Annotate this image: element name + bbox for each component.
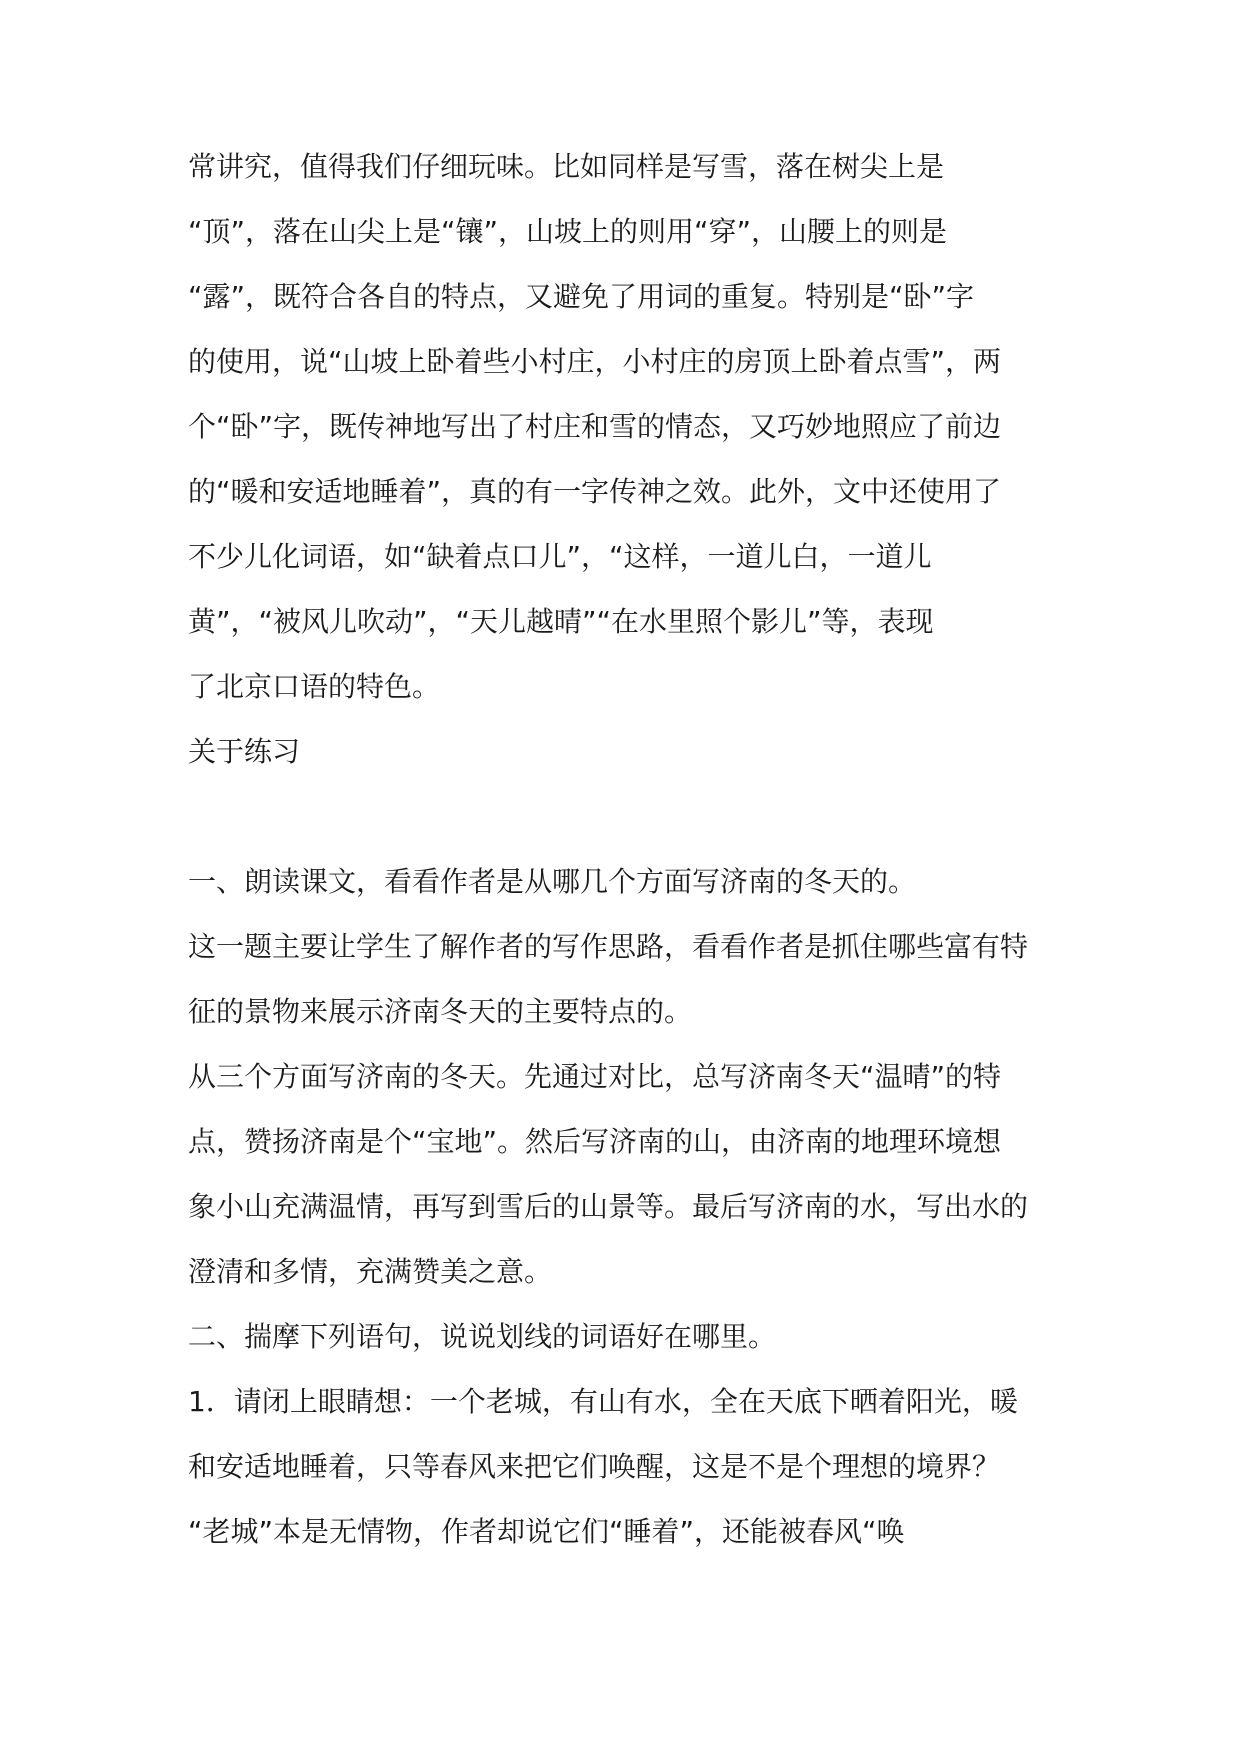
section-heading-about-exercises: 关于练习 — [188, 735, 301, 768]
exercise-1-purpose: 这一题主要让学生了解作者的写作思路，看看作者是抓住哪些富有特 征的景物来展示济南冬天的主要特点的。 — [188, 930, 1029, 1028]
exercise-1-answer: 从三个方面写济南的冬天。先通过对比，总写济南冬天“温晴”的特 点，赞扬济南是个“宝地”。然后写济南的山，由济南的地理环境想 象小山充满温情，再写到雪后的山景等。最后写济南的水，写出水的 澄清和多情，充满赞美之意。 — [188, 1060, 1029, 1288]
exercise-2-item-1: 1．请闭上眼睛想：一个老城，有山有水，全在天底下晒着阳光，暖 和安适地睡着，只等春风来把它们唤醒，这是不是个理想的境界？ — [188, 1385, 1018, 1483]
exercise-2-question: 二、揣摩下列语句，说说划线的词语好在哪里。 — [188, 1320, 777, 1353]
exercise-2-item-1-analysis: “老城”本是无情物，作者却说它们“睡着”，还能被春风“唤 — [188, 1515, 905, 1548]
blank-line — [188, 784, 1068, 849]
exercise-1-question: 一、朗读课文，看看作者是从哪几个方面写济南的冬天的。 — [188, 865, 917, 898]
document-body — [188, 134, 1068, 1564]
paragraph-word-choice-analysis: 常讲究，值得我们仔细玩味。比如同样是写雪，落在树尖上是 “顶”，落在山尖上是“镶”，山坡上的则用“穿”，山腰上的则是 “露”，既符合各自的特点，又避免了用词的重复。特别是“卧”字 的使用，说“山坡上卧着些小村庄，小村庄的房顶上卧着点雪”，两 个“卧”字，既传神地写出了村庄和雪的情态，又巧妙地照应了前边 的“暖和安适地睡着”，真的有一字传神之效。此外，文中还使用了 不少儿化词语，如“缺着点口儿”，“这样，一道儿白，一道儿 黄”，“被风儿吹动”，“天儿越晴”“在水里照个影儿”等，表现 了北京口语的特色。 — [188, 150, 1002, 703]
